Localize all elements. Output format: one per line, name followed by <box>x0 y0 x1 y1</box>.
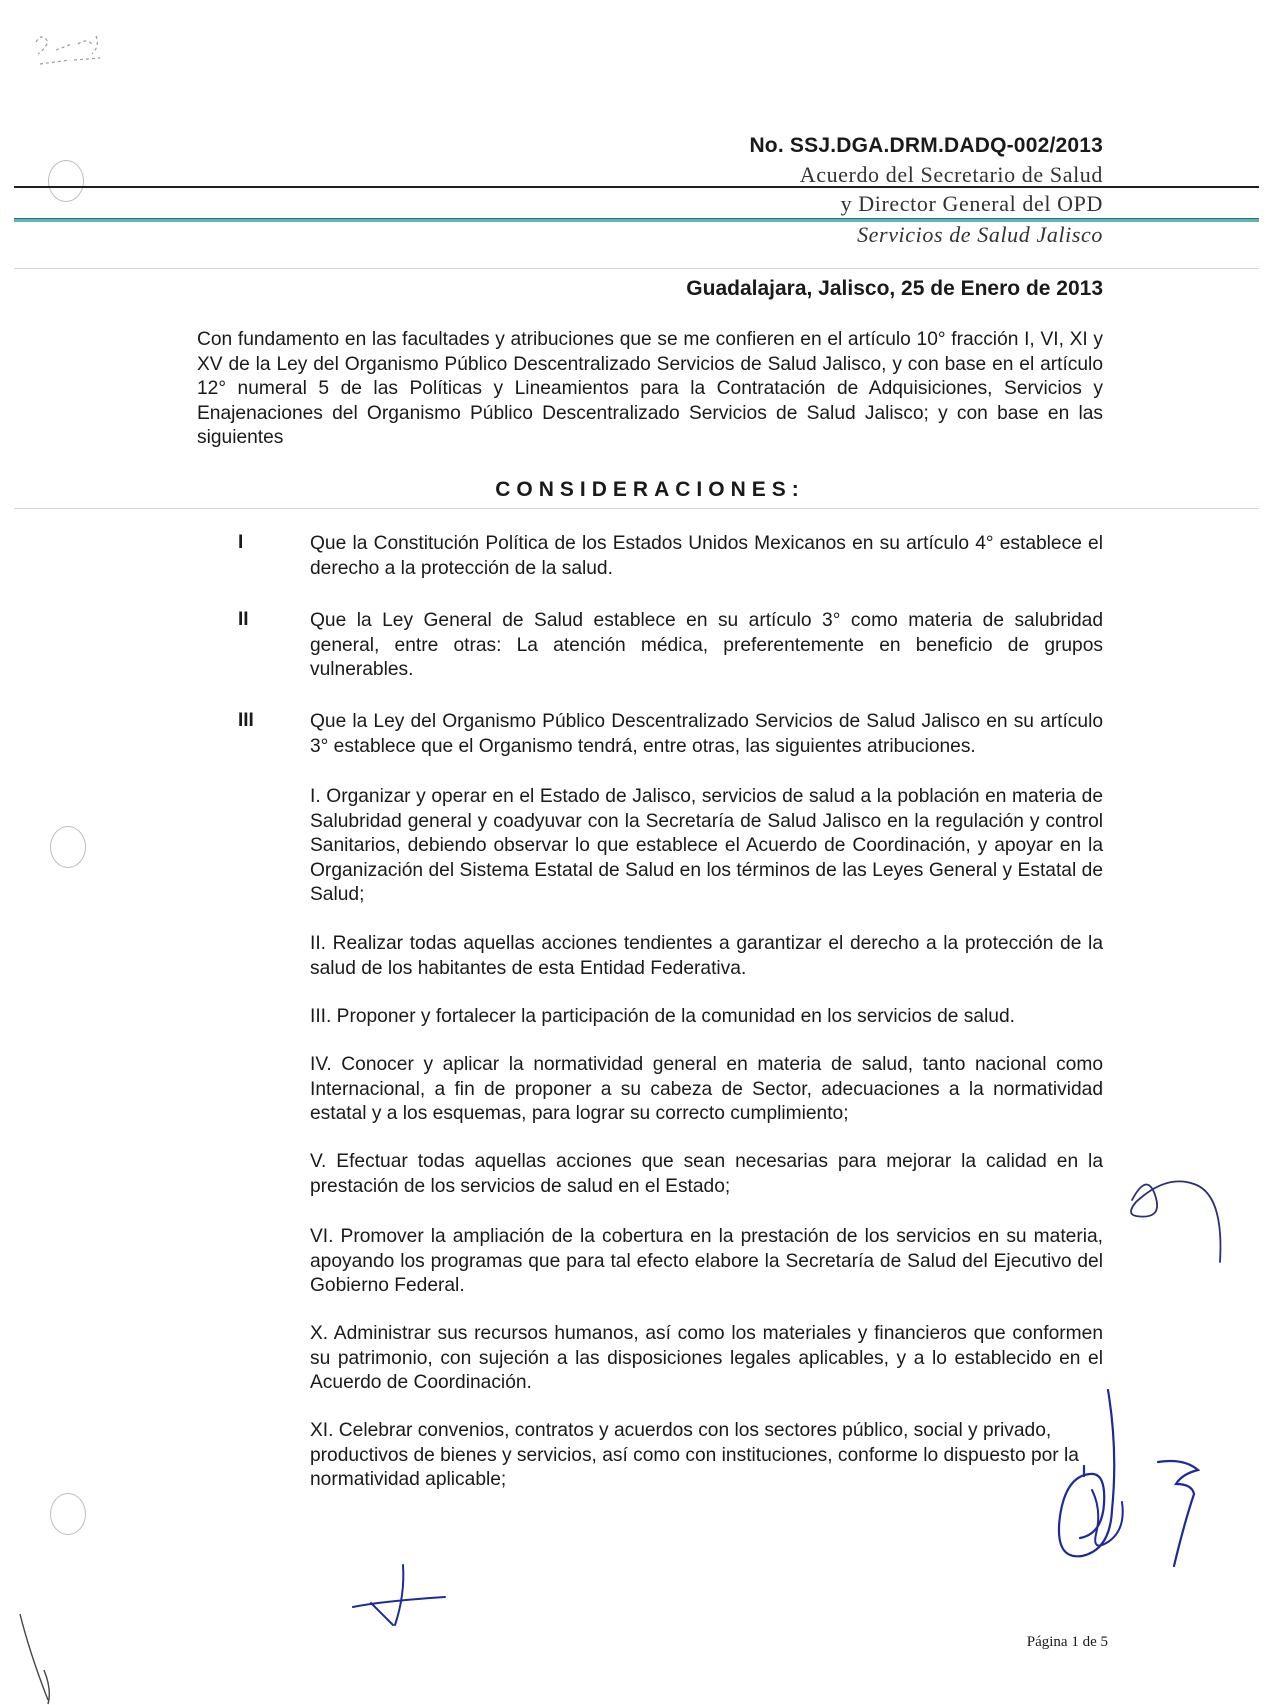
header-rule-dark <box>14 186 1259 188</box>
intro-paragraph: Con fundamento en las facultades y atribuciones que se me confieren en el artículo 10° fracción I, VI, XI y XV de la Ley del Organismo Público Descentralizado Servicios de Salud Jalisco, y con base en el artículo 12° numeral 5 de las Políticas y Lineamientos para la Contratación de Adquisiciones, Servicios y Enajenaciones del Organismo Público Descentralizado Servicios de Salud Jalisco; y con base en las siguientes <box>197 329 1103 448</box>
agreement-title-line-2: y Director General del OPD <box>840 191 1103 216</box>
signature-mark <box>1030 1380 1230 1590</box>
edge-stroke-mark <box>14 1610 64 1705</box>
attribution-item: VI. Promover la ampliación de la cobertura en la prestación de los servicios en su materia, apoyando los programas que para tal efecto elabore la Secretaría de Salud del Ejecutivo del Gobierno Federal. <box>310 1226 1103 1296</box>
pencil-scribble-mark <box>16 20 126 80</box>
punch-hole <box>50 1493 86 1535</box>
initials-cross-mark <box>345 1555 455 1645</box>
attribution-item: III. Proponer y fortalecer la participación de la comunidad en los servicios de salud. <box>310 1006 1015 1027</box>
agreement-title-line-1: Acuerdo del Secretario de Salud <box>799 162 1103 187</box>
place-and-date: Guadalajara, Jalisco, 25 de Enero de 2013 <box>686 277 1103 300</box>
divider-line <box>14 508 1259 509</box>
consideration-numeral: I <box>238 532 244 553</box>
punch-hole <box>48 160 84 202</box>
punch-hole <box>50 826 86 868</box>
document-number: No. SSJ.DGA.DRM.DADQ-002/2013 <box>749 134 1103 157</box>
page-number: Página 1 de 5 <box>1026 1634 1108 1650</box>
attribution-item: X. Administrar sus recursos humanos, así como los materiales y financieros que conformen su patrimonio, con sujeción a las disposiciones legales aplicables, y a lo establecido en el Acuerdo de Coordinación. <box>310 1323 1103 1393</box>
consideration-text: Que la Ley del Organismo Público Descentralizado Servicios de Salud Jalisco en su artículo 3° establece que el Organismo tendrá, entre otras, las siguientes atribuciones. <box>310 711 1103 757</box>
consideration-text: Que la Ley General de Salud establece en su artículo 3° como materia de salubridad general, entre otras: La atención médica, preferentemente en beneficio de grupos vulnerables. <box>310 610 1103 680</box>
divider-line <box>14 268 1259 269</box>
section-title: CONSIDERACIONES: <box>495 478 805 501</box>
consideration-numeral: III <box>238 710 254 731</box>
attribution-item: I. Organizar y operar en el Estado de Jalisco, servicios de salud a la población en materia de Salubridad general y coadyuvar con la Secretaría de Salud Jalisco en la regulación y control Sanitarios, debiendo observar lo que establece el Acuerdo de Coordinación, y apoyar en la Organización del Sistema Estatal de Salud en los términos de las Leyes General y Estatal de Salud; <box>310 786 1103 905</box>
consideration-text: Que la Constitución Política de los Estados Unidos Mexicanos en su artículo 4° establece el derecho a la protección de la salud. <box>310 533 1103 579</box>
attribution-item: II. Realizar todas aquellas acciones tendientes a garantizar el derecho a la protección de la salud de los habitantes de esta Entidad Federativa. <box>310 933 1103 979</box>
consideration-numeral: II <box>238 609 249 630</box>
attribution-item: XI. Celebrar convenios, contratos y acuerdos con los sectores público, social y privado, productivos de bienes y servicios, así como con instituciones, conforme lo dispuesto por la normatividad aplicable; <box>310 1420 1079 1490</box>
margin-loop-mark <box>1122 1160 1262 1270</box>
attribution-item: IV. Conocer y aplicar la normatividad general en materia de salud, tanto nacional como Internacional, a fin de proponer a su cabeza de Sector, adecuaciones a la normatividad estatal y a los esquemas, para lograr su correcto cumplimiento; <box>310 1054 1103 1124</box>
attribution-item: V. Efectuar todas aquellas acciones que sean necesarias para mejorar la calidad en la prestación de los servicios de salud en el Estado; <box>310 1151 1103 1197</box>
agreement-title-line-3: Servicios de Salud Jalisco <box>857 222 1103 247</box>
